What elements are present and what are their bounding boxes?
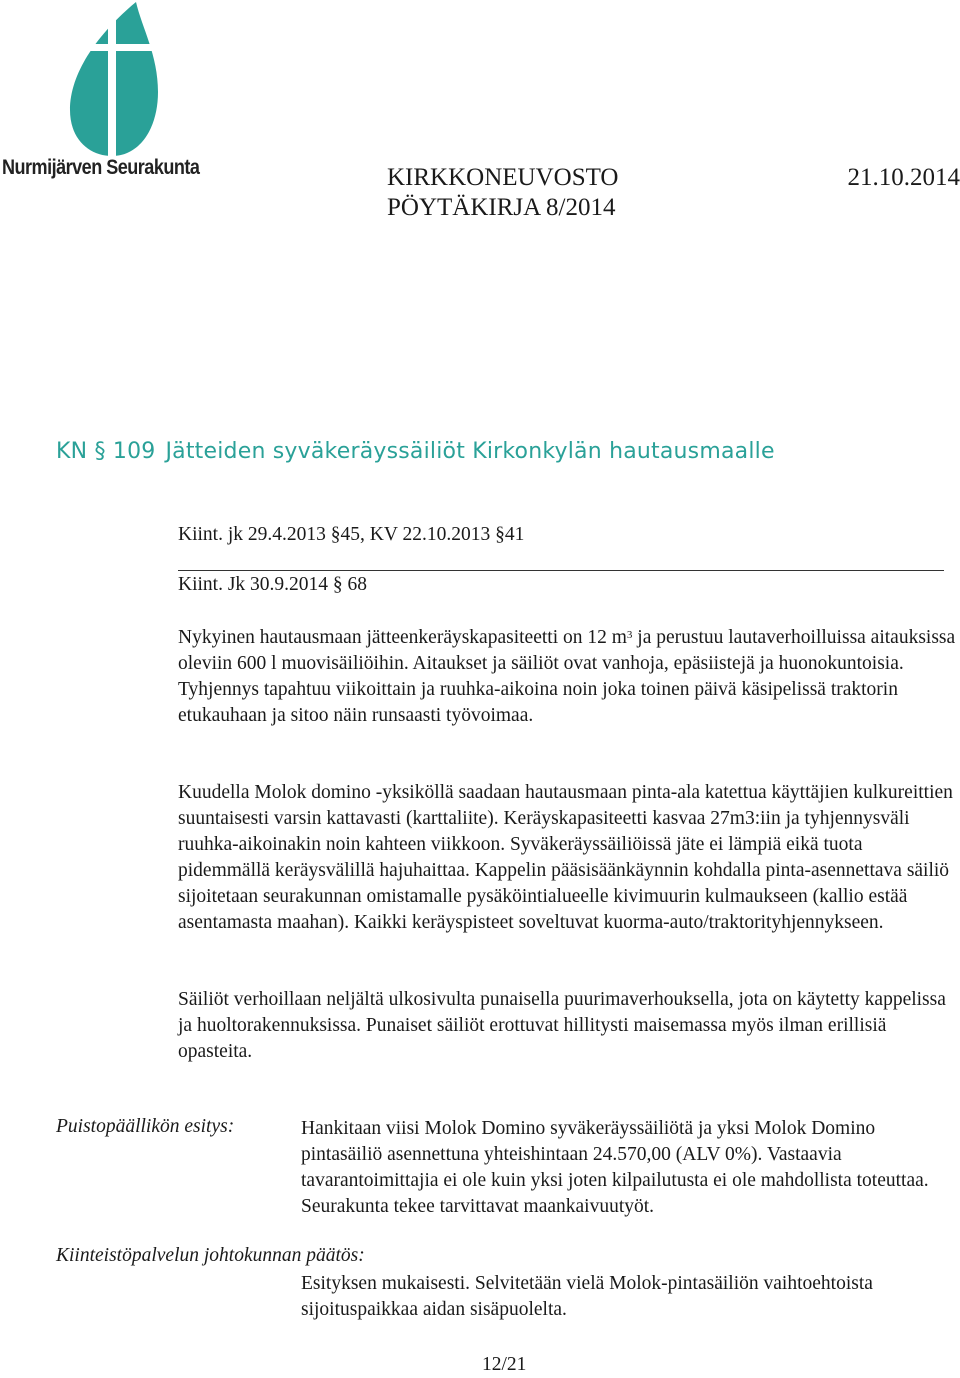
reference-line-1: Kiint. jk 29.4.2013 §45, KV 22.10.2013 §41 xyxy=(178,524,525,545)
decision-text: Esityksen mukaisesti. Selvitetään vielä Molok-pintasäiliön vaihtoehtoista sijoituspaikkaa aidan sisäpuolelta. xyxy=(301,1273,873,1320)
leaf-cross-logo-icon xyxy=(62,0,162,160)
section-number: KN § 109 xyxy=(56,439,156,464)
page-number: 12/21 xyxy=(482,1354,527,1375)
paragraph-text: Säiliöt verhoillaan neljältä ulkosivulta punaisella puurimaverhouksella, jota on käytetty kappelissa ja huoltorakennuksissa. Punaiset säiliöt erottuvat hillitysti maisemassa myös ilman erillisiä opasteita. xyxy=(178,989,946,1062)
document-title: KIRKKONEUVOSTO xyxy=(387,164,619,191)
decision-label: Kiinteistöpalvelun johtokunnan päätös: xyxy=(56,1245,365,1266)
reference-divider xyxy=(178,570,944,571)
paragraph-text: ja perustuu lautaverhoilluissa aitauksissa oleviin 600 l muovisäiliöihin. Aitaukset ja säiliöt ovat vanhoja, epäsiistejä ja huonokuntoisia. Tyhjennys tapahtuu viikoittain ja ruuhka-aikoina noin joka toinen päivä käsipelissä traktorin etukauhaan ja sitoo näin runsaasti työvoimaa. xyxy=(178,627,956,726)
superscript: 3 xyxy=(626,629,633,641)
document-date: 21.10.2014 xyxy=(847,164,960,191)
proposal-label: Puistopäällikön esitys: xyxy=(56,1116,235,1137)
body-paragraph-3 xyxy=(178,987,956,1065)
body-paragraph-1 xyxy=(178,625,956,729)
body-paragraph-2 xyxy=(178,780,956,936)
organization-name: Nurmijärven Seurakunta xyxy=(2,156,200,179)
document-subtitle: PÖYTÄKIRJA 8/2014 xyxy=(387,194,616,221)
paragraph-text: Kuudella Molok domino -yksiköllä saadaan hautausmaan pinta-ala katettua käyttäjien kulkureittien suuntaisesti varsin kattavasti (karttaliite). Keräyskapasiteetti kasvaa 27m3:iin ja tyhjennysväli ruuhka-aikoinakin noin kahteen viikkoon. Syväkeräyssäiliöissä jäte ei lämpiä eikä tuota pidemmällä keräysvälillä hajuhaittaa. Kappelin pääsisäänkäynnin kohdalla pinta-asennettava säiliö sijoitetaan seurakunnan omistamalle pysäköintialueelle kivimuurin kulmaukseen (kallio estää asentamasta maahan). Kaikki keräyspisteet soveltuvat kuorma-auto/traktorityhjennykseen. xyxy=(178,782,953,933)
proposal-text: Hankitaan viisi Molok Domino syväkeräyssäiliötä ja yksi Molok Domino pintasäiliö asennettuna yhteishintaan 24.570,00 (ALV 0%). Vastaavia tavarantoimittajia ei ole kuin yksi joten kilpailutusta ei ole mahdollista toteuttaa. Seurakunta tekee tarvittavat maankaivuutyöt. xyxy=(301,1118,929,1217)
paragraph-text: Nykyinen hautausmaan jätteenkeräyskapasiteetti on 12 m xyxy=(178,627,627,648)
reference-line-2: Kiint. Jk 30.9.2014 § 68 xyxy=(178,574,368,595)
section-heading xyxy=(56,439,785,464)
section-title: Jätteiden syväkeräyssäiliöt Kirkonkylän hautausmaalle xyxy=(165,439,775,464)
